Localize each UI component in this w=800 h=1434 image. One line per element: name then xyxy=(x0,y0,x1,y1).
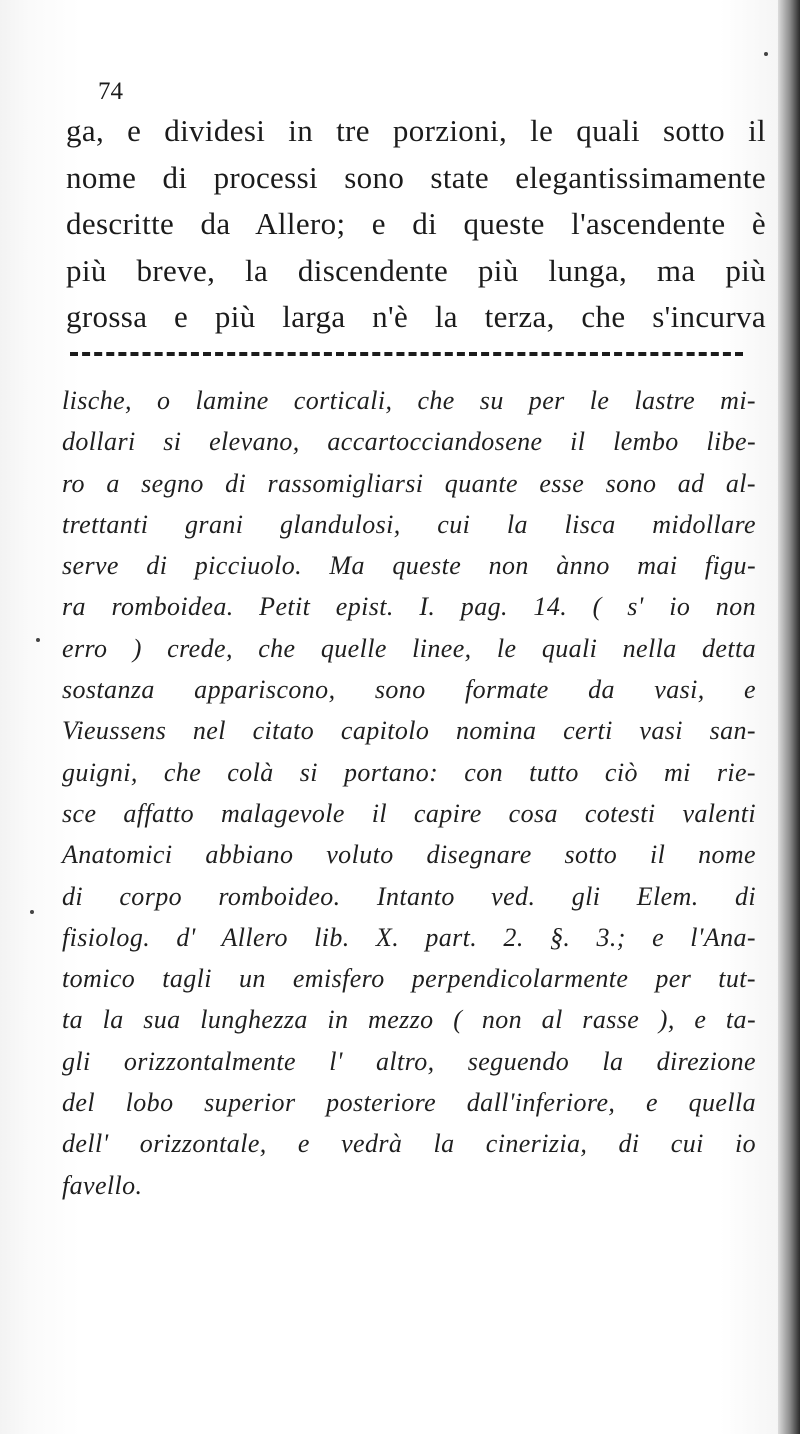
footnote-line: gli orizzontalmente l' altro, seguendo la direzione xyxy=(62,1046,756,1076)
main-text-line: nome di processi sono state elegantissimamente xyxy=(66,159,766,195)
footnote-line: dell' orizzontale, e vedrà la cinerizia, di cui io xyxy=(62,1129,756,1159)
footnote-line: lische, o lamine corticali, che su per le lastre mi- xyxy=(62,386,756,415)
footnote-line: di corpo romboideo. Intanto ved. gli Elem. di xyxy=(62,881,756,911)
footnote-line: ta la sua lunghezza in mezzo ( non al rasse ), e ta- xyxy=(62,1005,756,1035)
margin-speck xyxy=(764,52,768,56)
footnote-separator-rule xyxy=(70,352,743,356)
footnote-line: Anatomici abbiano voluto disegnare sotto il nome xyxy=(62,840,756,870)
footnote-line: guigni, che colà si portano: con tutto ciò mi rie- xyxy=(62,757,756,787)
footnote-line: ro a segno di rassomigliarsi quante esse sono ad al- xyxy=(62,468,756,498)
main-text-line: ga, e dividesi in tre porzioni, le quali sotto il xyxy=(66,113,766,148)
footnote-line: ra romboidea. Petit epist. I. pag. 14. ( s' io non xyxy=(62,592,756,622)
footnote-text xyxy=(62,380,756,1206)
footnote-line: erro ) crede, che quelle linee, le quali nella detta xyxy=(62,633,756,663)
footnote-line: dollari si elevano, accartocciandosene il lembo libe- xyxy=(62,427,756,457)
footnote-line: fisiolog. d' Allero lib. X. part. 2. §. 3.; e l'Ana- xyxy=(62,922,756,952)
page-number: 74 xyxy=(98,78,123,105)
footnote-line: del lobo superior posteriore dall'inferiore, e quella xyxy=(62,1088,756,1118)
footnote-line: favello. xyxy=(62,1170,143,1200)
footnote-line: Vieussens nel citato capitolo nomina certi vasi san- xyxy=(62,716,756,746)
footnote-line: serve di picciuolo. Ma queste non ànno mai figu- xyxy=(62,551,756,581)
footnote-line: trettanti grani glandulosi, cui la lisca midollare xyxy=(62,509,756,539)
footnote-line: sostanza appariscono, sono formate da vasi, e xyxy=(62,675,756,705)
margin-speck xyxy=(36,638,40,642)
main-text-line: più breve, la discendente più lunga, ma più xyxy=(66,252,766,288)
footnote-line: sce affatto malagevole il capire cosa cotesti valenti xyxy=(62,798,756,828)
main-text-line: descritte da Allero; e di queste l'ascendente è xyxy=(66,206,766,241)
footnote-line: tomico tagli un emisfero perpendicolarmente per tut- xyxy=(62,964,756,994)
margin-speck xyxy=(30,910,34,914)
main-text xyxy=(66,108,766,341)
page-edge-shadow xyxy=(778,0,800,1434)
main-text-line: grossa e più larga n'è la terza, che s'incurva xyxy=(66,299,766,334)
